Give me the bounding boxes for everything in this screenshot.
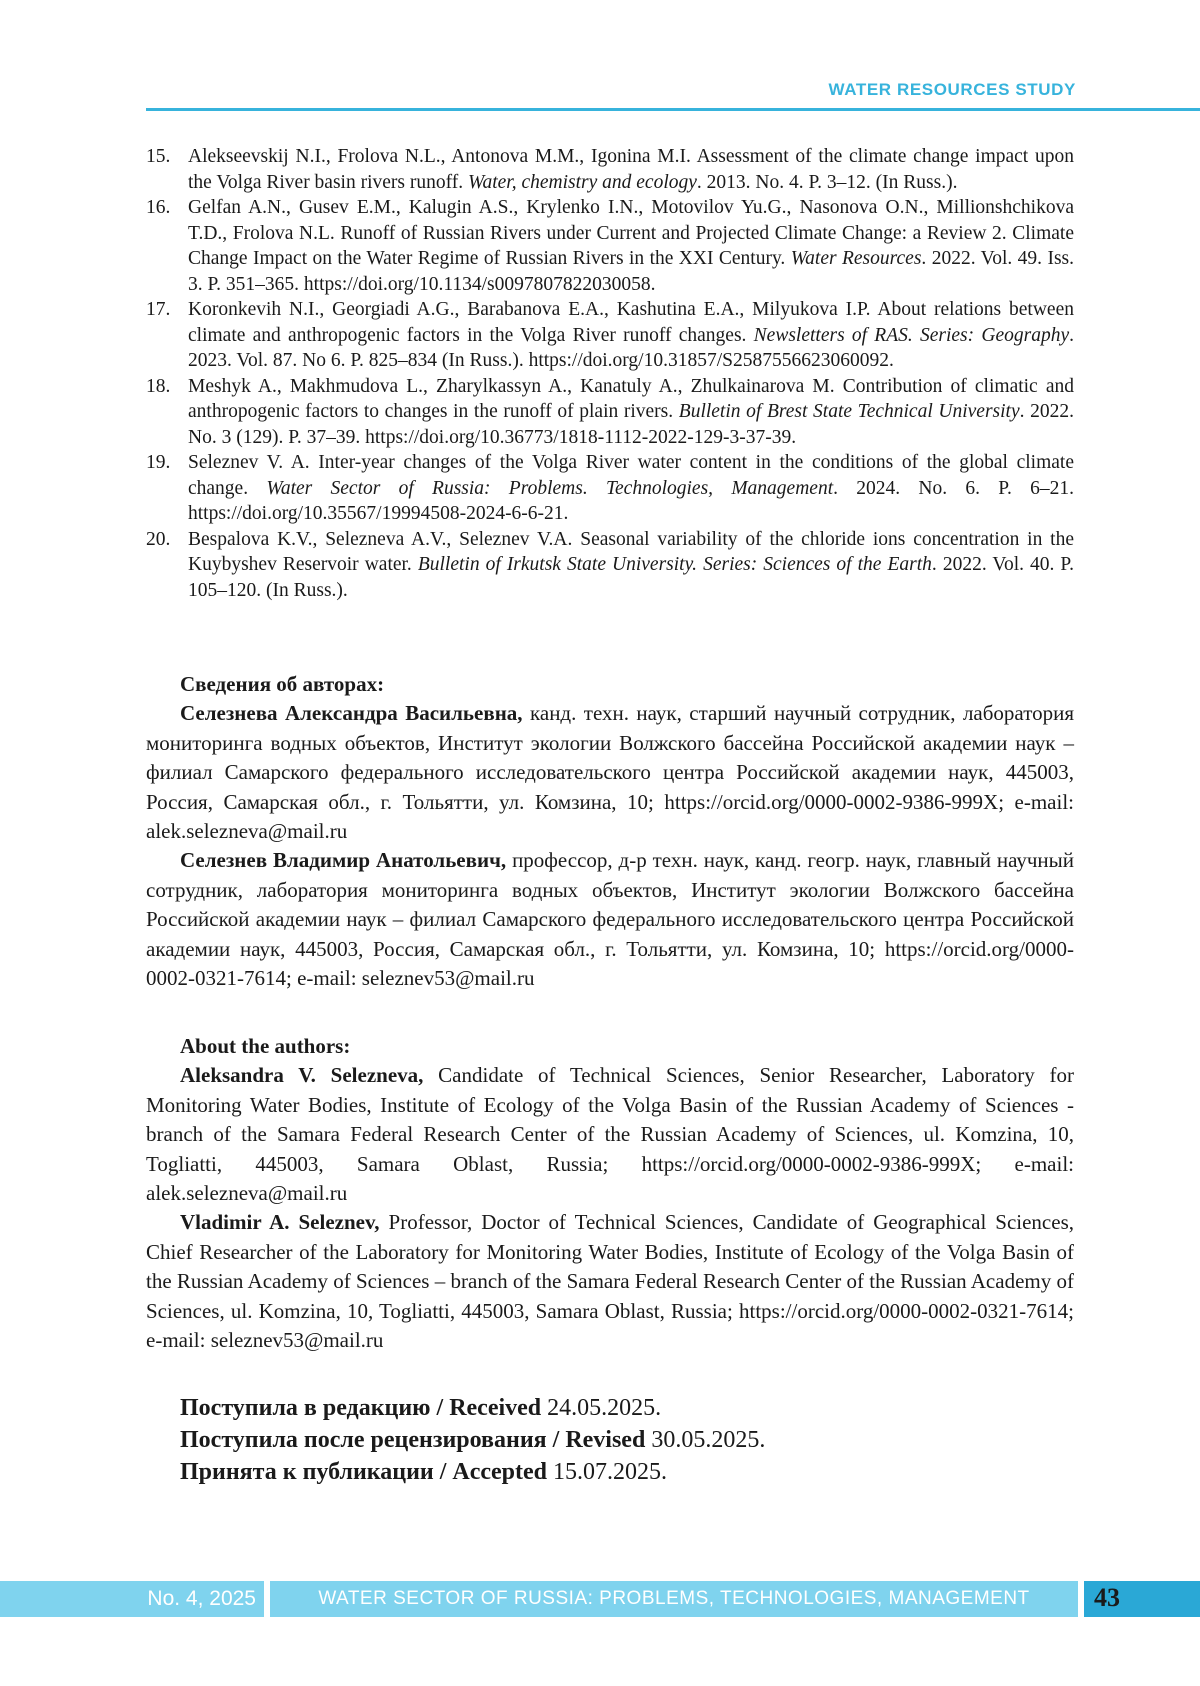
date-label: Поступила в редакцию / Received xyxy=(180,1395,542,1421)
author-name: Селезнева Александра Васильевна, xyxy=(180,701,523,726)
reference-item xyxy=(146,374,1074,451)
reference-text xyxy=(188,195,1074,297)
reference-lead: Seleznev V. A. Inter-year changes of the Volga River water content in the conditions of the global climate change. xyxy=(188,452,1074,499)
reference-journal: Water Resources xyxy=(790,248,922,269)
authors-section-ru xyxy=(146,670,1074,993)
date-accepted xyxy=(180,1456,765,1488)
reference-tail: . 2022. Vol. 49. Iss. 3. P. 351–365. https://doi.org/10.1134/s0097807822030058. xyxy=(188,248,1074,295)
reference-item xyxy=(146,450,1074,527)
author-name: Vladimir A. Seleznev, xyxy=(180,1210,380,1235)
reference-tail: . 2022. Vol. 40. P. 105–120. (In Russ.). xyxy=(188,554,1074,601)
reference-item xyxy=(146,297,1074,374)
page-number: 43 xyxy=(1094,1583,1120,1612)
reference-journal: Bulletin of Irkutsk State University. Series: Sciences of the Earth xyxy=(417,554,932,575)
authors-heading-ru: Сведения об авторах: xyxy=(180,672,385,696)
reference-lead: Alekseevskij N.I., Frolova N.L., Antonova M.M., Igonina M.I. Assessment of the climate change impact upon the Volga River basin rivers runoff. xyxy=(188,146,1074,193)
reference-journal: Water, chemistry and ecology xyxy=(468,171,697,193)
reference-tail: . 2013. No. 4. P. 3–12. (In Russ.). xyxy=(696,171,958,193)
running-header-section-title: WATER RESOURCES STUDY xyxy=(828,80,1076,99)
reference-tail: . 2023. Vol. 87. No 6. P. 825–834 (In Russ.). https://doi.org/10.31857/S2587556623060092. xyxy=(188,324,1074,371)
reference-journal: Bulletin of Brest State Technical University xyxy=(678,401,1020,422)
reference-text xyxy=(188,144,1074,195)
date-value: 24.05.2025. xyxy=(541,1395,662,1421)
date-revised xyxy=(180,1424,765,1456)
reference-lead: Gelfan A.N., Gusev E.M., Kalugin A.S., Krylenko I.N., Motovilov Yu.G., Nasonova O.N., Millionshchikova T.D., Frolova N.L. Runoff of Russian Rivers under Current and Projected Climate Change: a Review 2. Climate Change Impact on the Water Regime of Russian Rivers in the XXI Century. xyxy=(188,197,1074,269)
reference-lead: Koronkevih N.I., Georgiadi A.G., Barabanova E.A., Kashutina E.A., Milyukova I.P. About relations between climate and anthropogenic factors in the Volga River runoff changes. xyxy=(188,299,1074,346)
reference-text xyxy=(188,297,1074,374)
reference-number: 16. xyxy=(146,197,171,218)
date-value: 30.05.2025. xyxy=(645,1427,766,1453)
authors-section-en xyxy=(146,1032,1074,1355)
reference-lead: Bespalova K.V., Selezneva A.V., Seleznev V.A. Seasonal variability of the chloride ions concentration in the Kuybyshev Reservoir water. xyxy=(188,528,1074,575)
reference-tail: . 2022. No. 3 (129). P. 37–39. https://doi.org/10.36773/1818-1112-2022-129-3-37-39. xyxy=(188,401,1075,448)
reference-number: 18. xyxy=(146,375,171,397)
reference-number: 20. xyxy=(146,528,171,550)
author-details: Candidate of Technical Sciences, Senior Researcher, Laboratory for Monitoring Water Bodies, Institute of Ecology of the Volga Basin of the Russian Academy of Sciences - branch of the Samara Federal Research Center of the Russian Academy of Sciences, ul. Komzina, 10, Togliatti, 445003, Samara Oblast, Russia; https://orcid.org/0000-0002-9386-999X; e-mail: alek.selezneva@mail.ru xyxy=(146,1063,1074,1206)
date-label: Принята к публикации / Accepted xyxy=(180,1459,548,1485)
author-details: Professor, Doctor of Technical Sciences, Candidate of Geographical Sciences, Chief Researcher of the Laboratory for Monitoring Water Bodies, Institute of Ecology of the Volga Basin of the Russian Academy of Sciences – branch of the Samara Federal Research Center of the Russian Academy of Sciences, ul. Komzina, 10, Togliatti, 445003, Samara Oblast, Russia; https://orcid.org/0000-0002-0321-7614; e-mail: seleznev53@mail.ru xyxy=(146,1210,1075,1353)
reference-text xyxy=(188,527,1074,604)
author-bio xyxy=(146,1208,1074,1355)
reference-number: 15. xyxy=(146,146,171,167)
reference-text xyxy=(188,374,1074,451)
reference-tail: . 2024. No. 6. P. 6–21. https://doi.org/10.35567/19994508-2024-6-6-21. xyxy=(188,477,1074,524)
author-name: Селезнев Владимир Анатольевич, xyxy=(180,848,507,873)
page-number-box xyxy=(1084,1581,1200,1617)
reference-item xyxy=(146,527,1074,604)
date-value: 15.07.2025. xyxy=(547,1459,668,1485)
reference-journal: Water Sector of Russia: Problems. Technologies, Management xyxy=(266,477,834,499)
authors-heading-en: About the authors: xyxy=(180,1034,351,1058)
author-details: профессор, д-р техн. наук, канд. геогр. наук, главный научный сотрудник, лаборатория мониторинга водных объектов, Институт экологии Волжского бассейна Российской академии наук – филиал Самарского федерального исследовательского центра Российской академии наук, 445003, Россия, Самарская обл., г. Тольятти, ул. Комзина, 10; https://orcid.org/0000-0002-0321-7614; e-mail: seleznev53@mail.ru xyxy=(146,848,1074,991)
reference-number: 17. xyxy=(146,299,171,320)
author-details: канд. техн. наук, старший научный сотрудник, лаборатория мониторинга водных объектов, Институт экологии Волжского бассейна Российской академии наук – филиал Самарского федерального исследовательского центра Российской академии наук, 445003, Россия, Самарская обл., г. Тольятти, ул. Комзина, 10; https://orcid.org/0000-0002-9386-999X; e-mail: alek.selezneva@mail.ru xyxy=(146,701,1074,844)
submission-dates xyxy=(180,1392,765,1488)
author-bio xyxy=(146,846,1074,993)
author-name: Aleksandra V. Selezneva, xyxy=(180,1063,424,1088)
date-received xyxy=(180,1392,765,1424)
reference-text xyxy=(188,450,1074,527)
author-bio xyxy=(146,699,1074,846)
reference-number: 19. xyxy=(146,452,171,473)
date-label: Поступила после рецензирования / Revised xyxy=(180,1427,646,1453)
footer-issue: No. 4, 2025 xyxy=(147,1587,256,1610)
footer-journal-title: WATER SECTOR OF RUSSIA: PROBLEMS, TECHNOLOGIES, MANAGEMENT xyxy=(318,1588,1030,1609)
reference-journal: Newsletters of RAS. Series: Geography xyxy=(753,324,1070,346)
author-bio xyxy=(146,1061,1074,1208)
reference-item xyxy=(146,144,1074,195)
header-rule xyxy=(146,108,1200,111)
reference-list xyxy=(146,144,1074,603)
reference-item xyxy=(146,195,1074,297)
reference-lead: Meshyk A., Makhmudova L., Zharylkassyn A., Kanatuly A., Zhulkainarova M. Contribution of climatic and anthropogenic factors to changes in the runoff of plain rivers. xyxy=(188,375,1074,422)
